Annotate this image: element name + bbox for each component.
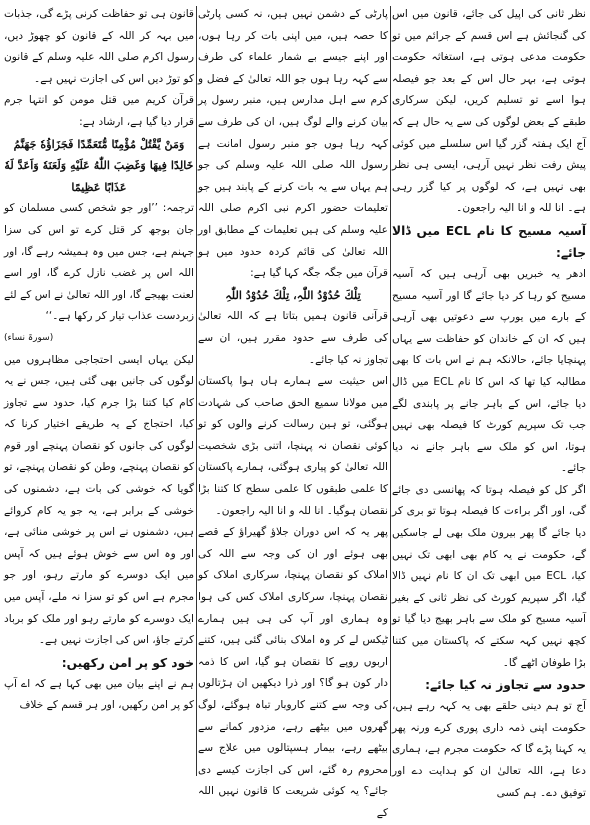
paragraph: نظر ثانی کی اپیل کی جائے، قانون میں اس کی گنجائش ہے اس قسم کے جرائم میں تو حکومت مدعی ہوتی ہے، استغاثہ حکومت ہوتی ہے، بہر حال اس کے بعد جو فیصلہ ہوا اسے تو تسلیم کریں، لیکن سرکاری طبقے کے بعض لوگوں کی سے یہ حال ہے کہ آج ایک ہفتہ گزر گیا اس سلسلے میں کوئی پیش رفت نظر نہیں آرہی، ایسی ہی نظر بھی نہیں ہے، کہ لوگوں پر کیا گزر رہی ہے۔ انا للہ و انا الیہ راجعون۔ — [392, 8, 586, 215]
paragraph: پھر یہ کہ اس دوران جلاؤ گھیراؤ کے قصے بھی ہوئے اور ان کی وجہ سے اللہ کی املاک کو نقصان پہنچا، سرکاری املاک کو نقصان پہنچا، سرکاری املاک کس کی ہوا وہ ہماری اور آپ کی ہی ہیں ہمارے ٹیکس لے کر وہ املاک بنائی گئی ہیں، کتنے اربوں روپے کا نقصان ہو گیا، اس کا ذمہ دار کون ہو گا؟ اور ذرا دیکھیں ان ہڑتالوں کی وجہ سے کتنے کاروبار تباہ ہوگئے، لوگ گھروں میں بیٹھے رہے، مزدور کمانے سے بیٹھے رہے، بیمار ہسپتالوں میں علاج سے محروم رہ گئے، اس کی اجازت کیسے دی جائے؟ یہ کوئی شریعت کا قانون نہیں اللہ کے — [198, 526, 388, 819]
column-right — [392, 4, 586, 799]
paragraph: پارٹی کے دشمن نہیں ہیں، نہ کسی پارٹی کا حصہ ہیں، میں اپنی بات کر رہا ہوں، اور اپنے جیسے بے شمار علماء کی طرف سے کہہ رہا ہوں جو اللہ تعالیٰ کے فضل و کرم سے اہل مدارس ہیں، منبر رسول پر بیان کرنے والے لوگ ہیں، ان کی طرف سے کہہ رہا ہوں جو منبر رسول امانت ہے رسول اللہ صلی اللہ علیہ وسلم کی جو ہم یہاں سے یہ بات کرنے کے پابند ہیں جو تعلیمات حضور اکرم نبی اکرم صلی اللہ علیہ وسلم کی ہیں تعلیمات کے مطابق اور اللہ تعالیٰ کی قائم کردہ حدود میں ہو قرآن میں جگہ جگہ کہا گیا ہے: — [198, 8, 388, 280]
quran-verse: وَمَنْ يَّقْتُلْ مُؤْمِنًا مُّتَعَمِّدًا فَجَزَاؤُهٗ جَهَنَّمُ خَالِدًا فِيهَا وَغَضِبَ اللّٰهُ عَلَيْهِ وَلَعَنَهٗ وَاَعَدَّ لَهٗ عَذَابًا عَظِيمًا — [4, 136, 194, 194]
paragraph: آج تو ہم دینی حلقے بھی یہ کہہ رہے ہیں، حکومت اپنی ذمہ داری پوری کرے ورنہ پھر یہ کہنا پڑے گا کہ حکومت مجرم ہے، ہماری دعا ہے، اللہ تعالیٰ ان کو ہدایت دے اور توفیق دے۔ ہم کسی — [392, 700, 586, 799]
column-middle — [198, 4, 388, 819]
paragraph: اگر کل کو فیصلہ ہوتا کہ پھانسی دی جائے گی، اور اگر براءت کا فیصلہ ہوتا تو بری کر دیا جائے گا پھر بیرون ملک بھی لے جاسکیں گے، حکومت نے یہ کام بھی ابھی تک نہیں کیا، ECL میں ابھی تک ان کا نام نہیں ڈالا گیا، اگر سپریم کورٹ کی نظر ثانی کے بغیر آسیہ مسیح کو ملک سے باہر بھیج دیا گیا تو کچھ نہیں کہہ سکتے کہ پاکستان میں کتنا بڑا طوفان اٹھے گا۔ — [392, 483, 586, 669]
quran-verse: تِلْكَ حُدُوْدُ اللّٰہِ، تِلْكَ حُدُوْدُ اللّٰہِ — [225, 287, 361, 302]
paragraph: قرآنی قانون ہمیں بتاتا ہے کہ اللہ تعالیٰ کی طرف سے حدود مقرر ہیں، ان سے تجاوز نہ کیا جائے۔ — [198, 310, 388, 366]
section-heading: آسیہ مسیح کا نام ECL میں ڈالا جائے: — [392, 223, 586, 260]
column-left — [4, 4, 194, 778]
paragraph: ہم نے اپنے بیان میں بھی کہا ہے کہ اے آپ کو پر امن رکھیں، اور ہر قسم کے خلاف — [4, 677, 194, 712]
paragraph: قرآن کریم میں قتل مومن کو انتہا جرم قرار دیا گیا ہے، ارشاد ہے: — [4, 94, 194, 128]
paragraph: ادھر یہ خبریں بھی آرہی ہیں کہ آسیہ مسیح کو رہا کر دیا جائے گا اور آسیہ مسیح کے بارے میں یورپ سے دعوتیں بھی آرہی ہیں کہ ان کے خاندان کو حفاظت سے یہاں پہنچایا جائے، حالانکہ ہم نے اس بات کا بھی مطالبہ کیا تھا کہ اس کا نام ECL میں ڈال دیا جائے، اس کے باہر جانے پر پابندی لگے جب تک سپریم کورٹ کا فیصلہ بھی نہیں ہوتا، اس کو ملک سے باہر جانے نہ دیا جائے۔ — [392, 267, 586, 475]
paragraph: اس حیثیت سے ہمارے ہاں ہوا پاکستان میں مولانا سمیع الحق صاحب کی شہادت ہوگئی، تو ہین رسالت کرنے والوں کو تو کوئی نقصان نہ پہنچا، اتنی بڑی شخصیت اللہ تعالیٰ کو پیاری ہوگئی، ہمارے پاکستان کا علمی طبقوں کا علمی سطح کا کتنا بڑا نقصان ہوگیا۔ انا للہ و انا الیہ راجعون۔ — [198, 375, 388, 517]
column-divider — [390, 6, 391, 776]
surah-reference: (سورۃ نساء) — [4, 332, 54, 343]
column-divider — [196, 6, 197, 776]
section-heading: حدود سے تجاوز نہ کیا جائے: — [425, 678, 586, 693]
section-heading: خود کو پر امن رکھیں: — [61, 655, 194, 670]
paragraph: قانون ہی تو حفاظت کرنی پڑے گی، جذبات میں بہہ کر اللہ کے قانون کو چھوڑ دیں، رسول اکرم صلی اللہ علیہ وسلم کے قانون کو توڑ دیں اس کی اجازت نہیں ہے۔ — [4, 8, 194, 85]
translation-paragraph: ترجمہ: ’’اور جو شخص کسی مسلمان کو جان بوجھ کر قتل کرے تو اس کی سزا جہنم ہے، جس میں وہ ہمیشہ رہے گا، اور اللہ اس پر غضب نازل کرے گا، اور اسے لعنت بھیجے گا، اور اللہ تعالیٰ نے اس کے لئے زبردست عذاب تیار کر رکھا ہے۔‘‘ — [4, 202, 194, 323]
paragraph: لیکن یہاں ایسی احتجاجی مظاہروں میں لوگوں کی جانیں بھی گئی ہیں، جس نے یہ کام کیا کتنا بڑا جرم کیا، حدود سے تجاوز کیا، احتجاج کے یہ طریقے اختیار کرنا کہ لوگوں کی جانوں کو نقصان پہنچے اور قوم کو نقصان پہنچے، وطن کو نقصان پہنچے، تو گویا کہ خوشی کی بات ہے، دشمنوں کی خوشی کے برابر ہے، یہ جو یہ کام کروائے ہیں، دشمنوں نے اس پر خوشی منائی ہے، اور وہ اس سے خوش ہوئے ہیں کہ آپس میں ایک دوسرے کو مارتے رہو، اور جو مجرم ہے اس کو تو سزا نہ ملے، آپس میں ایک دوسرے کو مارتے رہو اور ملک کو برباد کرتے جاؤ، اس کی اجازت نہیں ہے۔ — [4, 353, 194, 647]
